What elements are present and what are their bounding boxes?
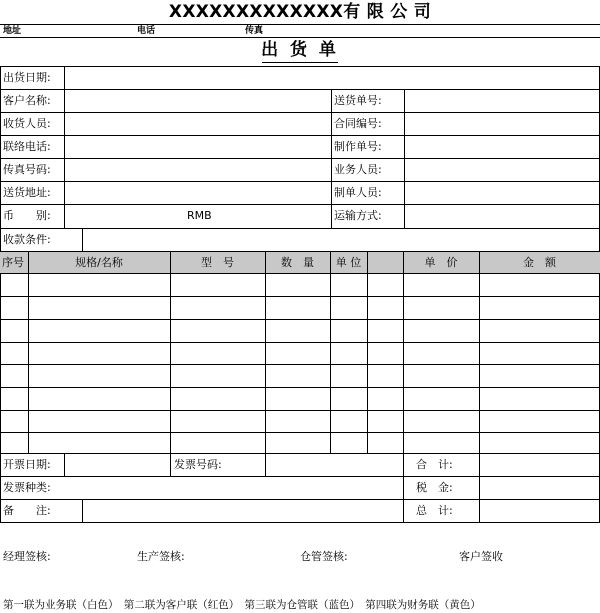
grid-line [28,251,29,453]
grid-line [0,522,600,523]
grid-line [403,453,404,522]
grid-line [0,89,600,90]
col-header-qty: 数 量 [281,256,314,269]
grid-line [0,387,600,388]
remarks-label: 备 注: [3,504,51,517]
grid-line [82,499,83,522]
col-header-model: 型 号 [201,256,234,269]
grid-line [0,112,600,113]
payment-terms-label: 收款条件: [3,233,51,246]
contact-phone-label: 联络电话: [3,140,51,153]
customer-name-label: 客户名称: [3,94,51,107]
grid-line [0,296,600,297]
shipping-method-label: 运输方式: [334,209,382,222]
grid-line [0,66,600,67]
grid-line [265,251,266,453]
grid-line [82,228,83,252]
grid-line [0,476,600,477]
tax-label: 税 金: [416,481,453,494]
grid-line [479,251,480,453]
grid-line [0,453,600,454]
currency-label: 币 别: [3,209,51,222]
grid-line [367,251,368,453]
grid-line [0,135,600,136]
ship-date-label: 出货日期: [3,71,51,84]
fax-label: 传真 [245,26,264,36]
address-label: 地址 [3,26,22,36]
grid-line [170,453,171,476]
grid-line [0,273,600,274]
grid-line [0,499,600,500]
grid-line [479,453,480,522]
grid-line [0,319,600,320]
receiver-label: 收货人员: [3,117,51,130]
grid-line [64,453,65,476]
col-header-seq: 序号 [2,256,24,269]
col-header-spec: 规格/名称 [75,256,123,269]
grid-line [0,342,600,343]
warehouse-signature-label: 仓管签核: [300,550,348,563]
grid-line [0,204,600,205]
col-header-amount: 金 额 [523,256,556,269]
fax-number-label: 传真号码: [3,163,51,176]
grid-line [404,89,405,228]
title-underline [262,62,338,63]
grid-line [0,228,600,229]
company-name: XXXXXXXXXXXXX有 限 公 司 [168,2,432,22]
grid-line [0,181,600,182]
invoice-date-label: 开票日期: [3,458,51,471]
production-signature-label: 生产签核: [137,550,185,563]
production-no-label: 制作单号: [334,140,382,153]
grid-line [0,158,600,159]
grid-line [331,89,332,228]
grid-line [64,66,65,228]
grid-line [265,453,266,476]
phone-label: 电话 [137,26,156,36]
invoice-no-label: 发票号码: [174,458,222,471]
delivery-no-label: 送货单号: [334,94,382,107]
divider [0,24,600,25]
col-header-unit: 单 位 [335,256,362,269]
form-title: 出 货 单 [261,40,339,60]
total-label: 合 计: [416,458,453,471]
document-maker-label: 制单人员: [334,186,382,199]
customer-signature-label: 客户签收 [459,550,503,563]
grid-line [0,364,600,365]
currency-value: RMB [187,209,212,222]
grid-line [0,410,600,411]
grand-total-label: 总 计: [416,504,453,517]
grid-line [0,251,600,252]
grid-line [330,251,331,453]
copies-note: 第一联为业务联（白色） 第二联为客户联（红色） 第三联为仓管联（蓝色） 第四联为财务联（黄色） [3,599,481,611]
grid-line [403,251,404,453]
salesperson-label: 业务人员: [334,163,382,176]
manager-signature-label: 经理签核: [3,550,51,563]
grid-line [0,432,600,433]
col-header-price: 单 价 [424,256,458,269]
ship-address-label: 送货地址: [3,186,51,199]
contract-no-label: 合同编号: [334,117,382,130]
invoice-type-label: 发票种类: [3,481,51,494]
grid-line [170,251,171,453]
divider [0,37,600,38]
